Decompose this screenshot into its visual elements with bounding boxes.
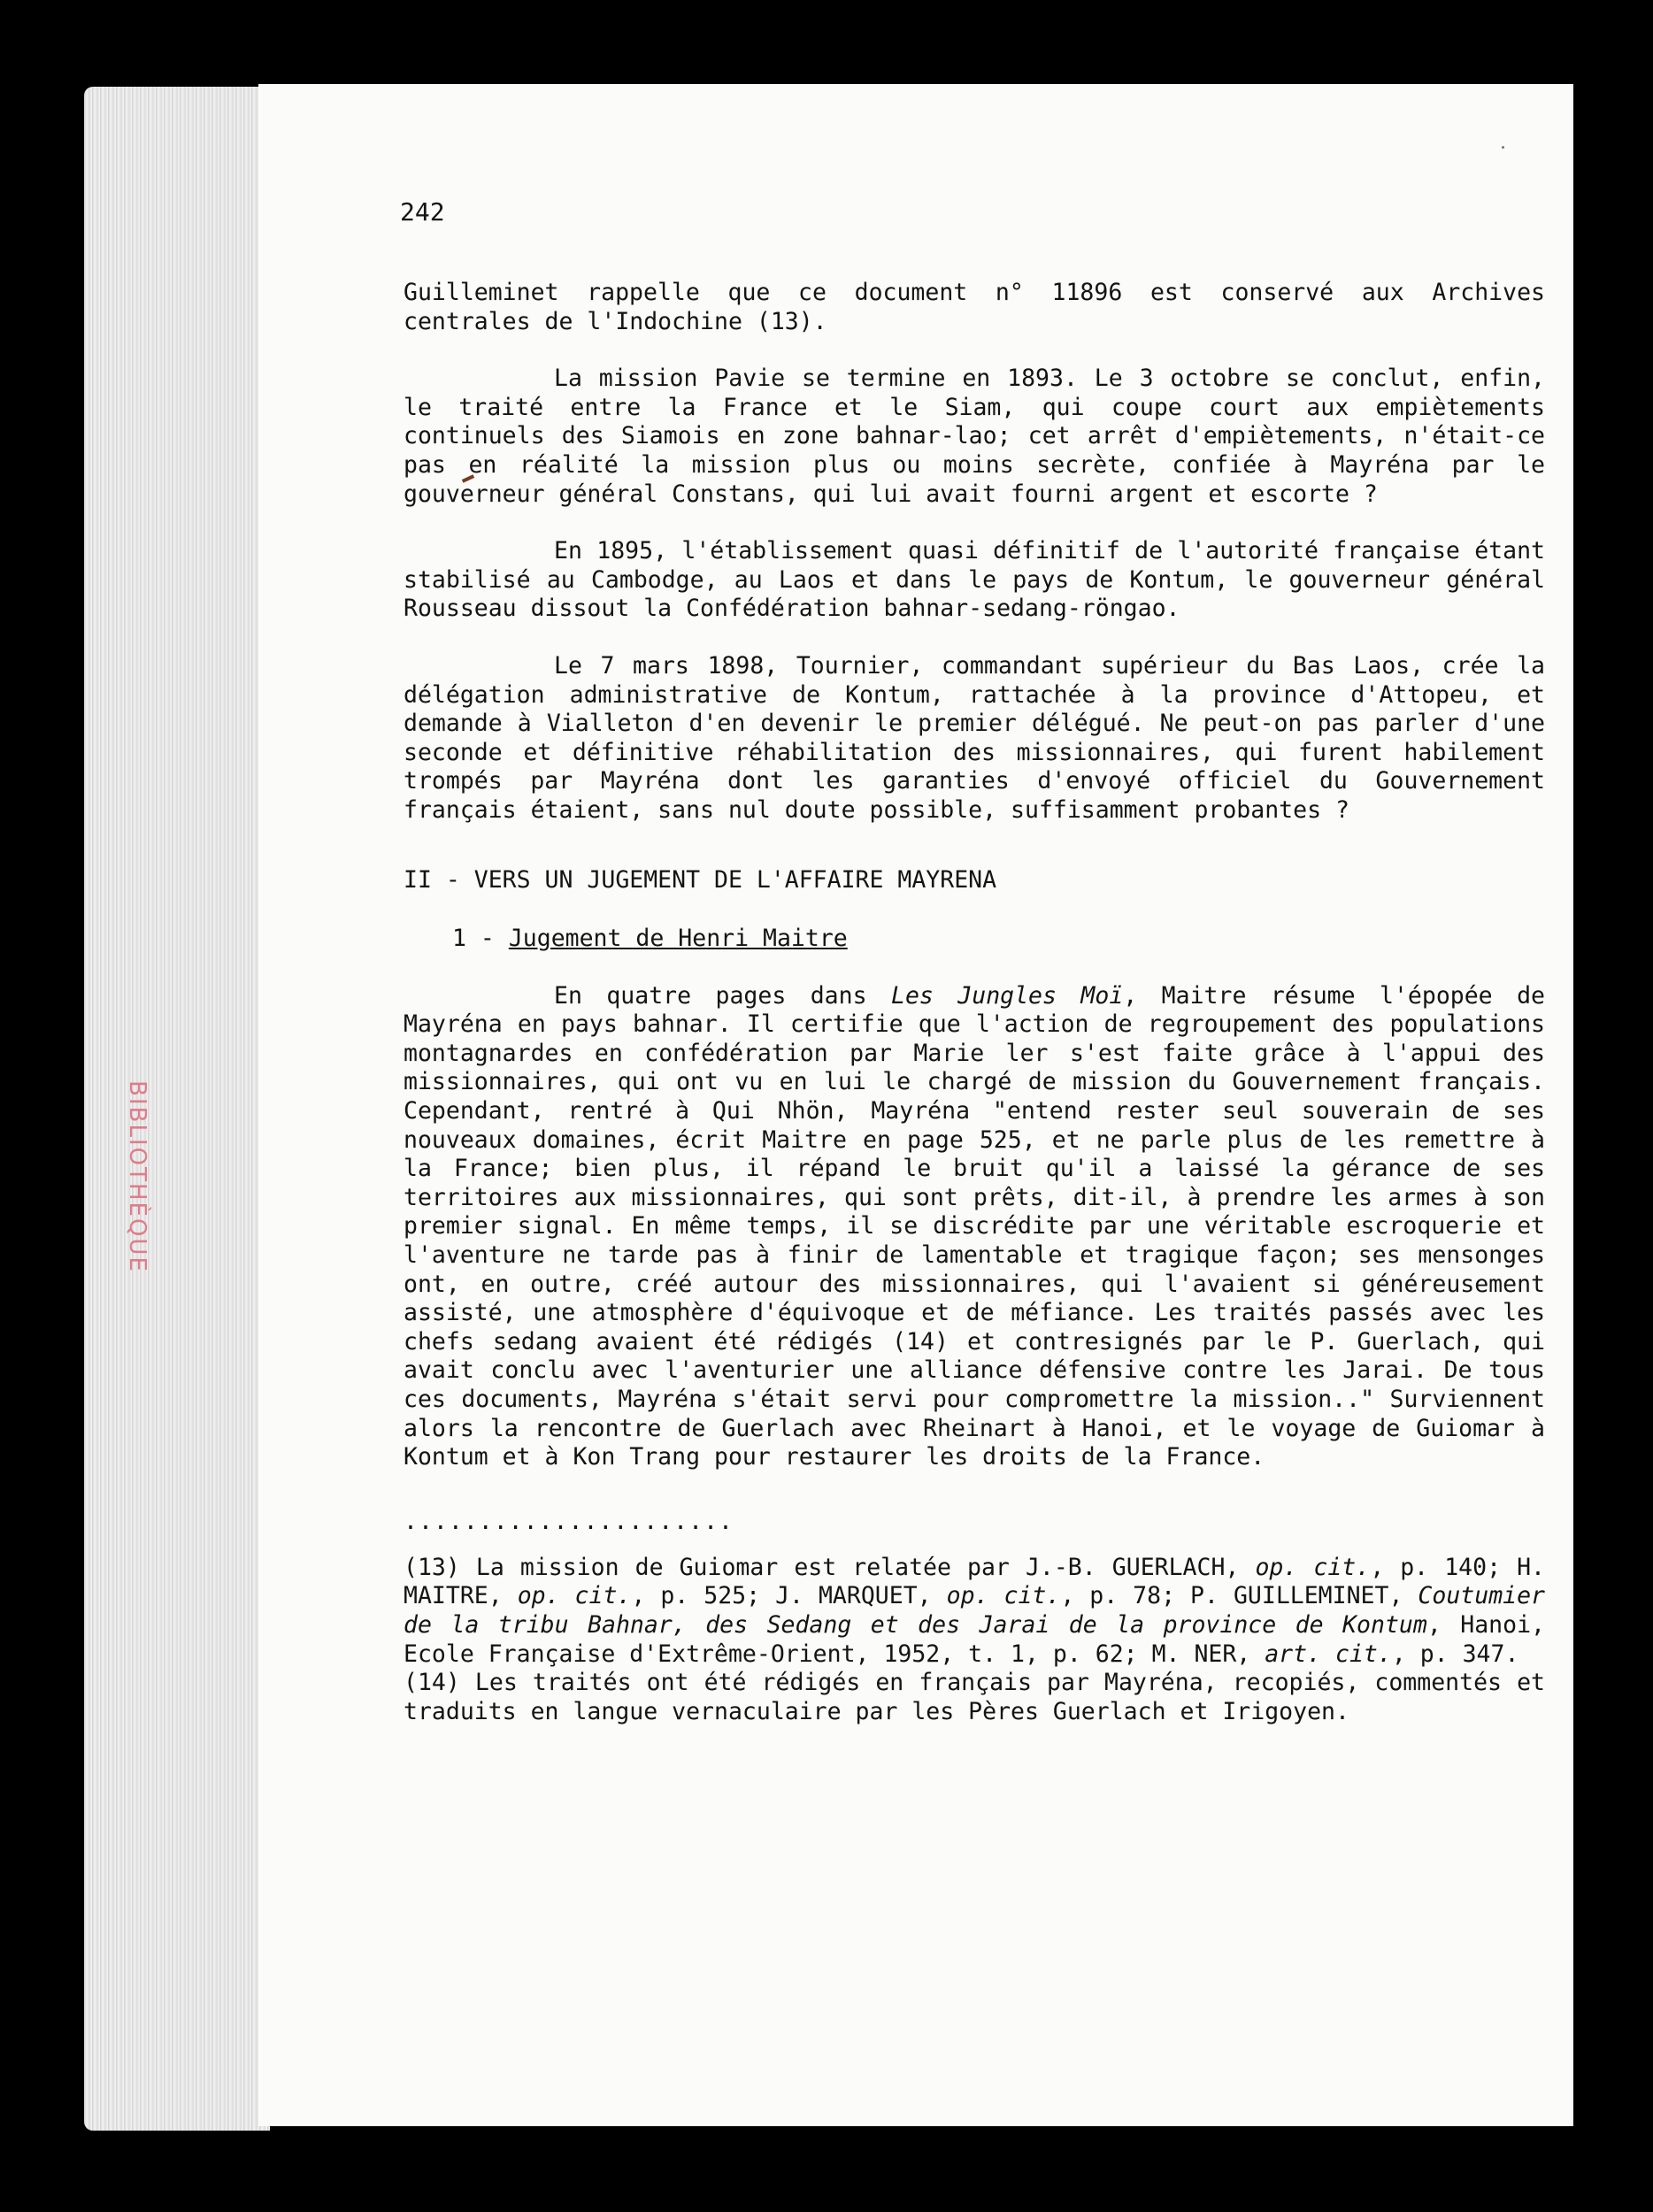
op-cit: op. cit. xyxy=(946,1582,1061,1610)
paragraph-4: Le 7 mars 1898, Tournier, commandant supérieur du Bas Laos, crée la délégation administrative de Kontum, rattachée à la province d'Attopeu, et demande à Vialleton d'en devenir le premier délégué. Ne peut-on pas parler d'une seconde et définitive réhabilitation des missionnaires, qui furent habilement trompés par Mayréna dont les garanties d'envoyé officiel du Gouvernement français étaient, sans nul doute possible, suffisamment probantes ? xyxy=(404,651,1545,824)
op-cit: op. cit. xyxy=(517,1582,632,1610)
body-text xyxy=(404,279,1545,1726)
art-cit: art. cit. xyxy=(1265,1640,1392,1668)
op-cit: op. cit. xyxy=(1255,1553,1371,1581)
subsection-number: 1 - xyxy=(452,925,509,953)
section-heading: II - VERS UN JUGEMENT DE L'AFFAIRE MAYRENA xyxy=(404,865,997,894)
separator-dots: ...................... xyxy=(404,1507,734,1535)
footnote-13-title: Coutumier de la tribu Bahnar, des Sedang et des Jarai de la province de Kontum xyxy=(404,1582,1546,1639)
footnote-13 xyxy=(404,1554,1545,1669)
paragraph-5 xyxy=(404,982,1545,1472)
paragraph-2: La mission Pavie se termine en 1893. Le 3 octobre se conclut, enfin, le traité entre la France et le Siam, qui coupe court aux empiètements continuels des Siamois en zone bahnar-lao; cet arrêt d'empiètements, n'était-ce pas en réalité la mission plus ou moins secrète, confiée à Mayréna par le gouverneur général Constans, qui lui avait fourni argent et escorte ? xyxy=(404,365,1545,508)
speck xyxy=(1502,146,1504,149)
subsection-heading xyxy=(404,925,1545,954)
paragraph-5-rest: , Maitre résume l'épopée de Mayréna en pays bahnar. Il certifie que l'action de regroupement des populations montagnardes en confédération par Marie ler s'est faite grâce à l'appui des missionnaires, qui ont vu en lui le chargé de mission du Gouvernement français. Cependant, rentré à Qui Nhön, Mayréna "entend rester seul souverain de ses nouveaux domaines, écrit Maitre en page 525, et ne parle plus de les remettre à la France; bien plus, il répand le bruit qu'il a laissé la gérance de ses territoires aux missionnaires, qui sont prêts, dit-il, à prendre les armes à son premier signal. En même temps, il se discrédite par une véritable escroquerie et l'aventure ne tarde pas à finir de lamentable et tragique façon; ses mensonges ont, en outre, créé autour des missionnaires, qui l'avaient si généreusement assisté, une atmosphère d'équivoque et de méfiance. Les traités passés avec les chefs sedang avaient été rédigés (14) et contresignés par le P. Guerlach, qui avait conclu avec l'aventurier une alliance défensive contre les Jarai. De tous ces documents, Mayréna s'était servi pour compromettre la mission.." Surviennent alors la rencontre de Guerlach avec Rheinart à Hanoi, et le voyage de Guiomar à Kontum et à Kon Trang pour restaurer les droits de la France. xyxy=(404,981,1545,1471)
footnote-separator xyxy=(404,1507,1545,1535)
library-stamp-text: BIBLIOTHÈQUE xyxy=(124,1080,150,1273)
footnote-13-text: (13) La mission de Guiomar est relatée par J.-B. GUERLACH, xyxy=(404,1553,1256,1581)
footnote-13-text: , Hanoi, Ecole Française d'Extrême-Orient, 1952, t. 1, p. 62; M. NER, xyxy=(404,1610,1545,1668)
subsection-title: Jugement de Henri Maitre xyxy=(508,925,848,953)
footnote-14: (14) Les traités ont été rédigés en français par Mayréna, recopiés, commentés et traduits en langue vernaculaire par les Pères Guerlach et Irigoyen. xyxy=(404,1669,1545,1725)
page-number: 242 xyxy=(400,197,445,227)
footnote-13-text: , p. 347. xyxy=(1391,1640,1519,1668)
document-page xyxy=(258,84,1573,2126)
paragraph-3: En 1895, l'établissement quasi définitif de l'autorité française étant stabilisé au Cambodge, au Laos et dans le pays de Kontum, le gouverneur général Rousseau dissout la Confédération bahnar-sedang-röngao. xyxy=(404,537,1545,623)
footnote-13-text: , p. 140; H. MAITRE, xyxy=(404,1553,1545,1610)
paragraph-5-start: En quatre pages dans xyxy=(554,981,891,1010)
footnote-13-text: , p. 525; J. MARQUET, xyxy=(631,1582,947,1610)
library-stamp xyxy=(102,920,164,1469)
book-title: Les Jungles Moï xyxy=(890,981,1124,1010)
footnote-13-text: , p. 78; P. GUILLEMINET, xyxy=(1060,1582,1419,1610)
paragraph-1: Guilleminet rappelle que ce document n° 11896 est conservé aux Archives centrales de l'Indochine (13). xyxy=(404,279,1545,335)
